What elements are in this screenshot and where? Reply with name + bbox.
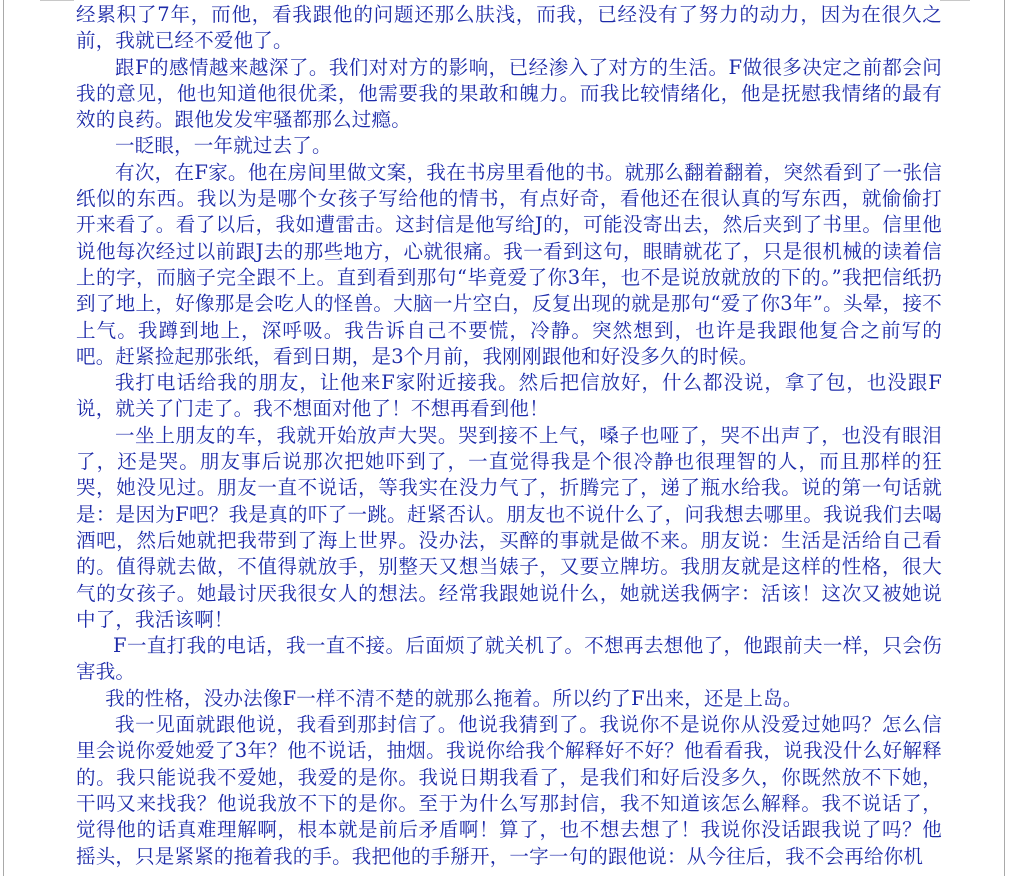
paragraph-7: F一直打我的电话，我一直不接。后面烦了就关机了。不想再去想他了，他跟前夫一样，只会伤害我。 [76, 634, 942, 684]
paragraph-5: 我打电话给我的朋友，让他来F家附近接我。然后把信放好，什么都没说，拿了包，也没跟F说，就关了门走了。我不想面对他了！不想再看到他！ [76, 371, 942, 421]
paragraph-3: 一眨眼，一年就过去了。 [115, 134, 332, 158]
paragraph-4: 有次，在F家。他在房间里做文案，我在书房里看他的书。就那么翻着翻着，突然看到了一张信纸似的东西。我以为是哪个女孩子写给他的情书，有点好奇，看他还在很认真的写东西，就偷偷打开来看了。看了以后，我如遭雷击。这封信是他写给J的，可能没寄出去，然后夹到了书里。信里他说他每次经过以前跟J去的那些地方，心就很痛。我一看到这句，眼睛就花了，只是很机械的读着信上的字，而脑子完全跟不上。直到看到那句“毕竟爱了你3年，也不是说放就放的下的。”我把信纸扔到了地上，好像那是会吃人的怪兽。大脑一片空白，反复出现的就是那句“爱了你3年”。头晕，接不上气。我蹲到地上，深呼吸。我告诉自己不要慌，冷静。突然想到，也许是我跟他复合之前写的吧。赶紧捡起那张纸，看到日期，是3个月前，我刚刚跟他和好没多久的时候。 [76, 160, 942, 368]
crop-mark-top-right [940, 0, 970, 1]
page-frame-right [1004, 0, 1005, 876]
page-frame-left [3, 0, 4, 876]
paragraph-6: 一坐上朋友的车，我就开始放声大哭。哭到接不上气，嗓子也哑了，哭不出声了，也没有眼泪了，还是哭。朋友事后说那次把她吓到了，一直觉得我是个很冷静也很理智的人，而且那样的狂哭，她没见过。朋友一直不说话，等我实在没力气了，折腾完了，递了瓶水给我。说的第一句话就是：是因为F吧？我是真的吓了一跳。赶紧否认。朋友也不说什么了，问我想去哪里。我说我们去喝酒吧，然后她就把我带到了海上世界。没办法，买醉的事就是做不来。朋友说：生活是活给自己看的。值得就去做，不值得就放手，别整天又想当婊子，又要立牌坊。我朋友就是这样的性格，很大气的女孩子。她最讨厌我很女人的想法。经常我跟她说什么，她就送我俩字：活该！这次又被她说中了，我活该啊！ [76, 423, 942, 631]
paragraph-8: 我的性格，没办法像F一样不清不楚的就那么拖着。所以约了F出来，还是上岛。 [105, 686, 803, 710]
paragraph-2: 跟F的感情越来越深了。我们对对方的影响，已经渗入了对方的生活。F做很多决定之前都会问我的意见，他也知道他很优柔，他需要我的果敢和魄力。而我比较情绪化，他是抚慰我情绪的最有效的良药。跟他发发牢骚都那么过瘾。 [76, 55, 942, 132]
document-page [76, 2, 942, 870]
crop-mark-top-left [40, 0, 74, 1]
paragraph-9: 我一见面就跟他说，我看到那封信了。他说我猜到了。我说你不是说你从没爱过她吗？怎么信里会说你爱她爱了3年？他不说话，抽烟。我说你给我个解释好不好？他看看我，说我没什么好解释的。我只能说我不爱她，我爱的是你。我说日期我看了，是我们和好后没多久，你既然放不下她，干吗又来找我？他说我放不下的是你。至于为什么写那封信，我不知道该怎么解释。我不说话了，觉得他的话真难理解啊，根本就是前后矛盾啊！算了，也不想去想了！我说你没话跟我说了吗？他摇头，只是紧紧的拖着我的手。我把他的手掰开，一字一句的跟他说：从今往后，我不会再给你机 [76, 713, 942, 868]
paragraph-1: 经累积了7年，而他，看我跟他的问题还那么肤浅，而我，已经没有了努力的动力，因为在很久之前，我就已经不爱他了。 [76, 3, 942, 53]
